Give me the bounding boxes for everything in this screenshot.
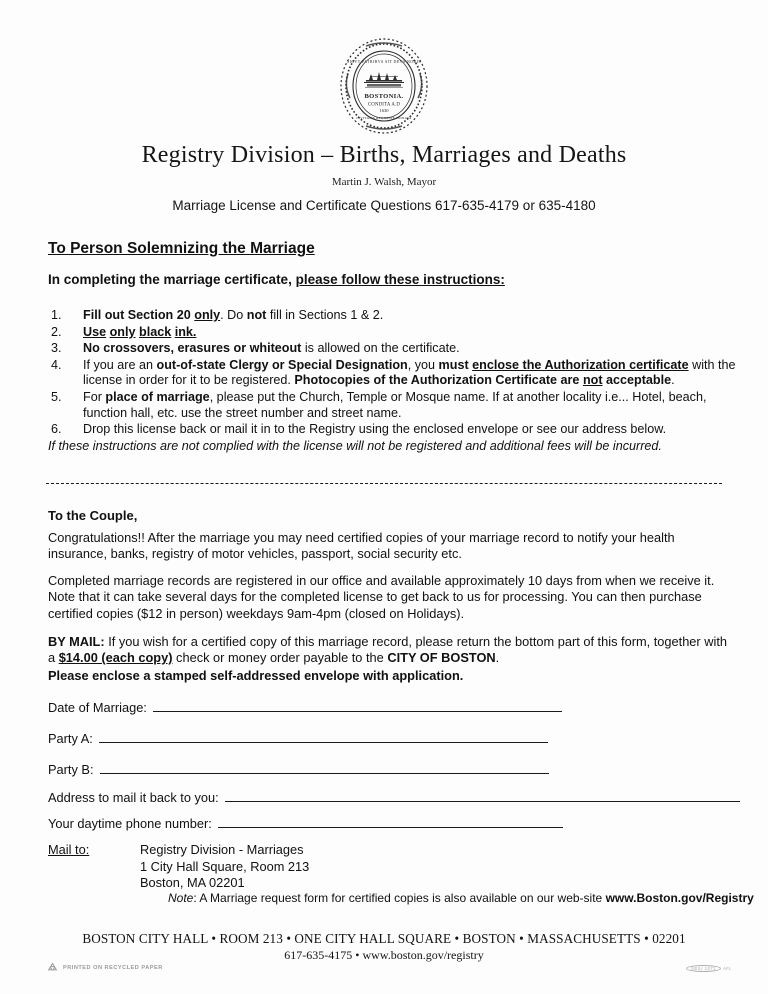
questions-phone-line: Marriage License and Certificate Questions 617-635-4179 or 635-4180: [172, 198, 596, 213]
instruction-item: [48, 341, 738, 357]
by-mail-text-1: If you wish for a certified copy of this marriage record, please return the bottom part of this form, together with a: [48, 634, 727, 666]
instruction-text: If you are an out-of-state Clergy or Special Designation, you must enclose the Authorization certificate with the license in order for it to be registered. Photocopies of the Authorization Certificate are not acceptable.: [83, 357, 736, 388]
note-text: : A Marriage request form for certified copies is also available on our web-site: [193, 891, 606, 905]
subheading-underlined: please follow these instructions:: [295, 272, 505, 287]
field-label: Address to mail it back to you:: [48, 790, 219, 805]
mail-to-address: [140, 842, 309, 892]
by-mail-paragraph: [48, 634, 736, 684]
recycled-paper-text: PRINTED ON RECYCLED PAPER: [63, 964, 163, 971]
instruction-text: Drop this license back or mail it in to the Registry using the enclosed envelope or see our address below.: [83, 422, 667, 437]
svg-text:SICVT PATRIBVS SIT DEVS NOBIS: SICVT PATRIBVS SIT DEVS NOBIS: [347, 59, 421, 64]
date-of-marriage-input[interactable]: [153, 700, 562, 712]
instruction-text: Fill out Section 20 only. Do not fill in Sections 1 & 2.: [83, 308, 384, 322]
daytime-phone-input[interactable]: [218, 816, 563, 828]
instruction-item: [48, 358, 738, 389]
instruction-item: [48, 325, 738, 341]
party-a-input[interactable]: [99, 731, 548, 743]
svg-text:BOSTONIA.: BOSTONIA.: [364, 93, 404, 100]
congratulations-paragraph: Congratulations!! After the marriage you may need certified copies of your marriage record to notify your health insurance, banks, registry of motor vehicles, passport, social security etc.: [48, 530, 675, 562]
union-printer-bug: [686, 965, 731, 972]
union-bug-side-label: AFL: [722, 966, 732, 971]
instruction-number: 4.: [51, 357, 62, 372]
instruction-number: 3.: [51, 341, 62, 356]
instruction-number: 1.: [51, 308, 62, 322]
by-mail-label: BY MAIL:: [48, 634, 105, 649]
by-mail-payee: CITY OF BOSTON: [387, 650, 496, 666]
instruction-text: Use only black ink.: [83, 324, 197, 339]
field-date-of-marriage[interactable]: [48, 700, 562, 715]
boston-city-seal-icon: [336, 36, 432, 136]
cut-line-divider: [46, 483, 722, 484]
instruction-item: [48, 390, 738, 421]
instruction-number: 5.: [51, 389, 62, 404]
field-daytime-phone[interactable]: [48, 816, 563, 831]
instruction-number: 6.: [51, 422, 62, 437]
instruction-list: [48, 308, 738, 454]
svg-text:1630: 1630: [379, 108, 389, 113]
registry-website-url[interactable]: www.Boston.gov/Registry: [605, 891, 754, 905]
footer-address-line: BOSTON CITY HALL • ROOM 213 • ONE CITY HALL SQUARE • BOSTON • MASSACHUSETTS • 02201: [82, 931, 686, 946]
instructions-closing-note: If these instructions are not complied with the license will not be registered and additional fees will be incurred.: [48, 438, 662, 453]
web-site-note: [168, 891, 754, 905]
party-b-input[interactable]: [100, 762, 549, 774]
records-paragraph: Completed marriage records are registered in our office and available approximately 10 days from when we receive it. Note that it can take several days for the completed license to get back to us for processing. You can then purchase certified copies ($12 in person) weekdays 9am-4pm (closed on Holidays).: [48, 573, 715, 621]
solemnizing-heading: To Person Solemnizing the Marriage: [48, 240, 315, 257]
instruction-text: No crossovers, erasures or whiteout is allowed on the certificate.: [83, 341, 460, 356]
by-mail-text-2: check or money order payable to the: [172, 650, 388, 666]
mail-to-line-3: Boston, MA 02201: [140, 875, 245, 890]
union-bug-label: SEIU 1871: [686, 965, 721, 972]
enclose-envelope-line: Please enclose a stamped self-addressed envelope with application.: [48, 667, 464, 683]
field-party-b[interactable]: [48, 762, 549, 777]
field-label: Party A:: [48, 731, 93, 746]
instruction-item: [48, 308, 738, 324]
instructions-subheading: [48, 272, 505, 287]
instruction-number: 2.: [51, 324, 62, 339]
svg-text:CONDITA A.D: CONDITA A.D: [367, 102, 401, 108]
return-address-input[interactable]: [225, 790, 740, 802]
by-mail-text-3: .: [495, 650, 500, 666]
subheading-plain: In completing the marriage certificate,: [48, 272, 296, 287]
recycled-paper-mark: [47, 962, 163, 973]
mail-to-line-2: 1 City Hall Square, Room 213: [140, 858, 310, 874]
note-label: Note: [168, 891, 194, 905]
field-return-address[interactable]: [48, 790, 740, 805]
footer-contact-line: 617-635-4175 • www.boston.gov/registry: [284, 948, 484, 962]
field-label: Party B:: [48, 762, 94, 777]
instruction-text: For place of marriage, please put the Church, Temple or Mosque name. If at another locality i.e... Hotel, beach, function hall, etc. use the street number and street name.: [83, 389, 707, 420]
field-party-a[interactable]: [48, 731, 548, 746]
mail-to-line-1: Registry Division - Marriages: [140, 842, 304, 857]
seal-container: [0, 36, 768, 136]
recycle-icon: [47, 962, 58, 973]
instruction-item: [48, 422, 738, 438]
couple-heading: To the Couple,: [48, 508, 138, 523]
field-label: Date of Marriage:: [48, 700, 147, 715]
svg-text:CIVITATIS REGIMINE DONATA: CIVITATIS REGIMINE DONATA: [356, 116, 412, 120]
mayor-line: Martin J. Walsh, Mayor: [331, 176, 437, 188]
by-mail-amount: $14.00 (each copy): [58, 650, 173, 666]
mail-to-label: Mail to:: [48, 842, 90, 857]
page-title: Registry Division – Births, Marriages and Deaths: [141, 142, 627, 168]
field-label: Your daytime phone number:: [48, 816, 212, 831]
